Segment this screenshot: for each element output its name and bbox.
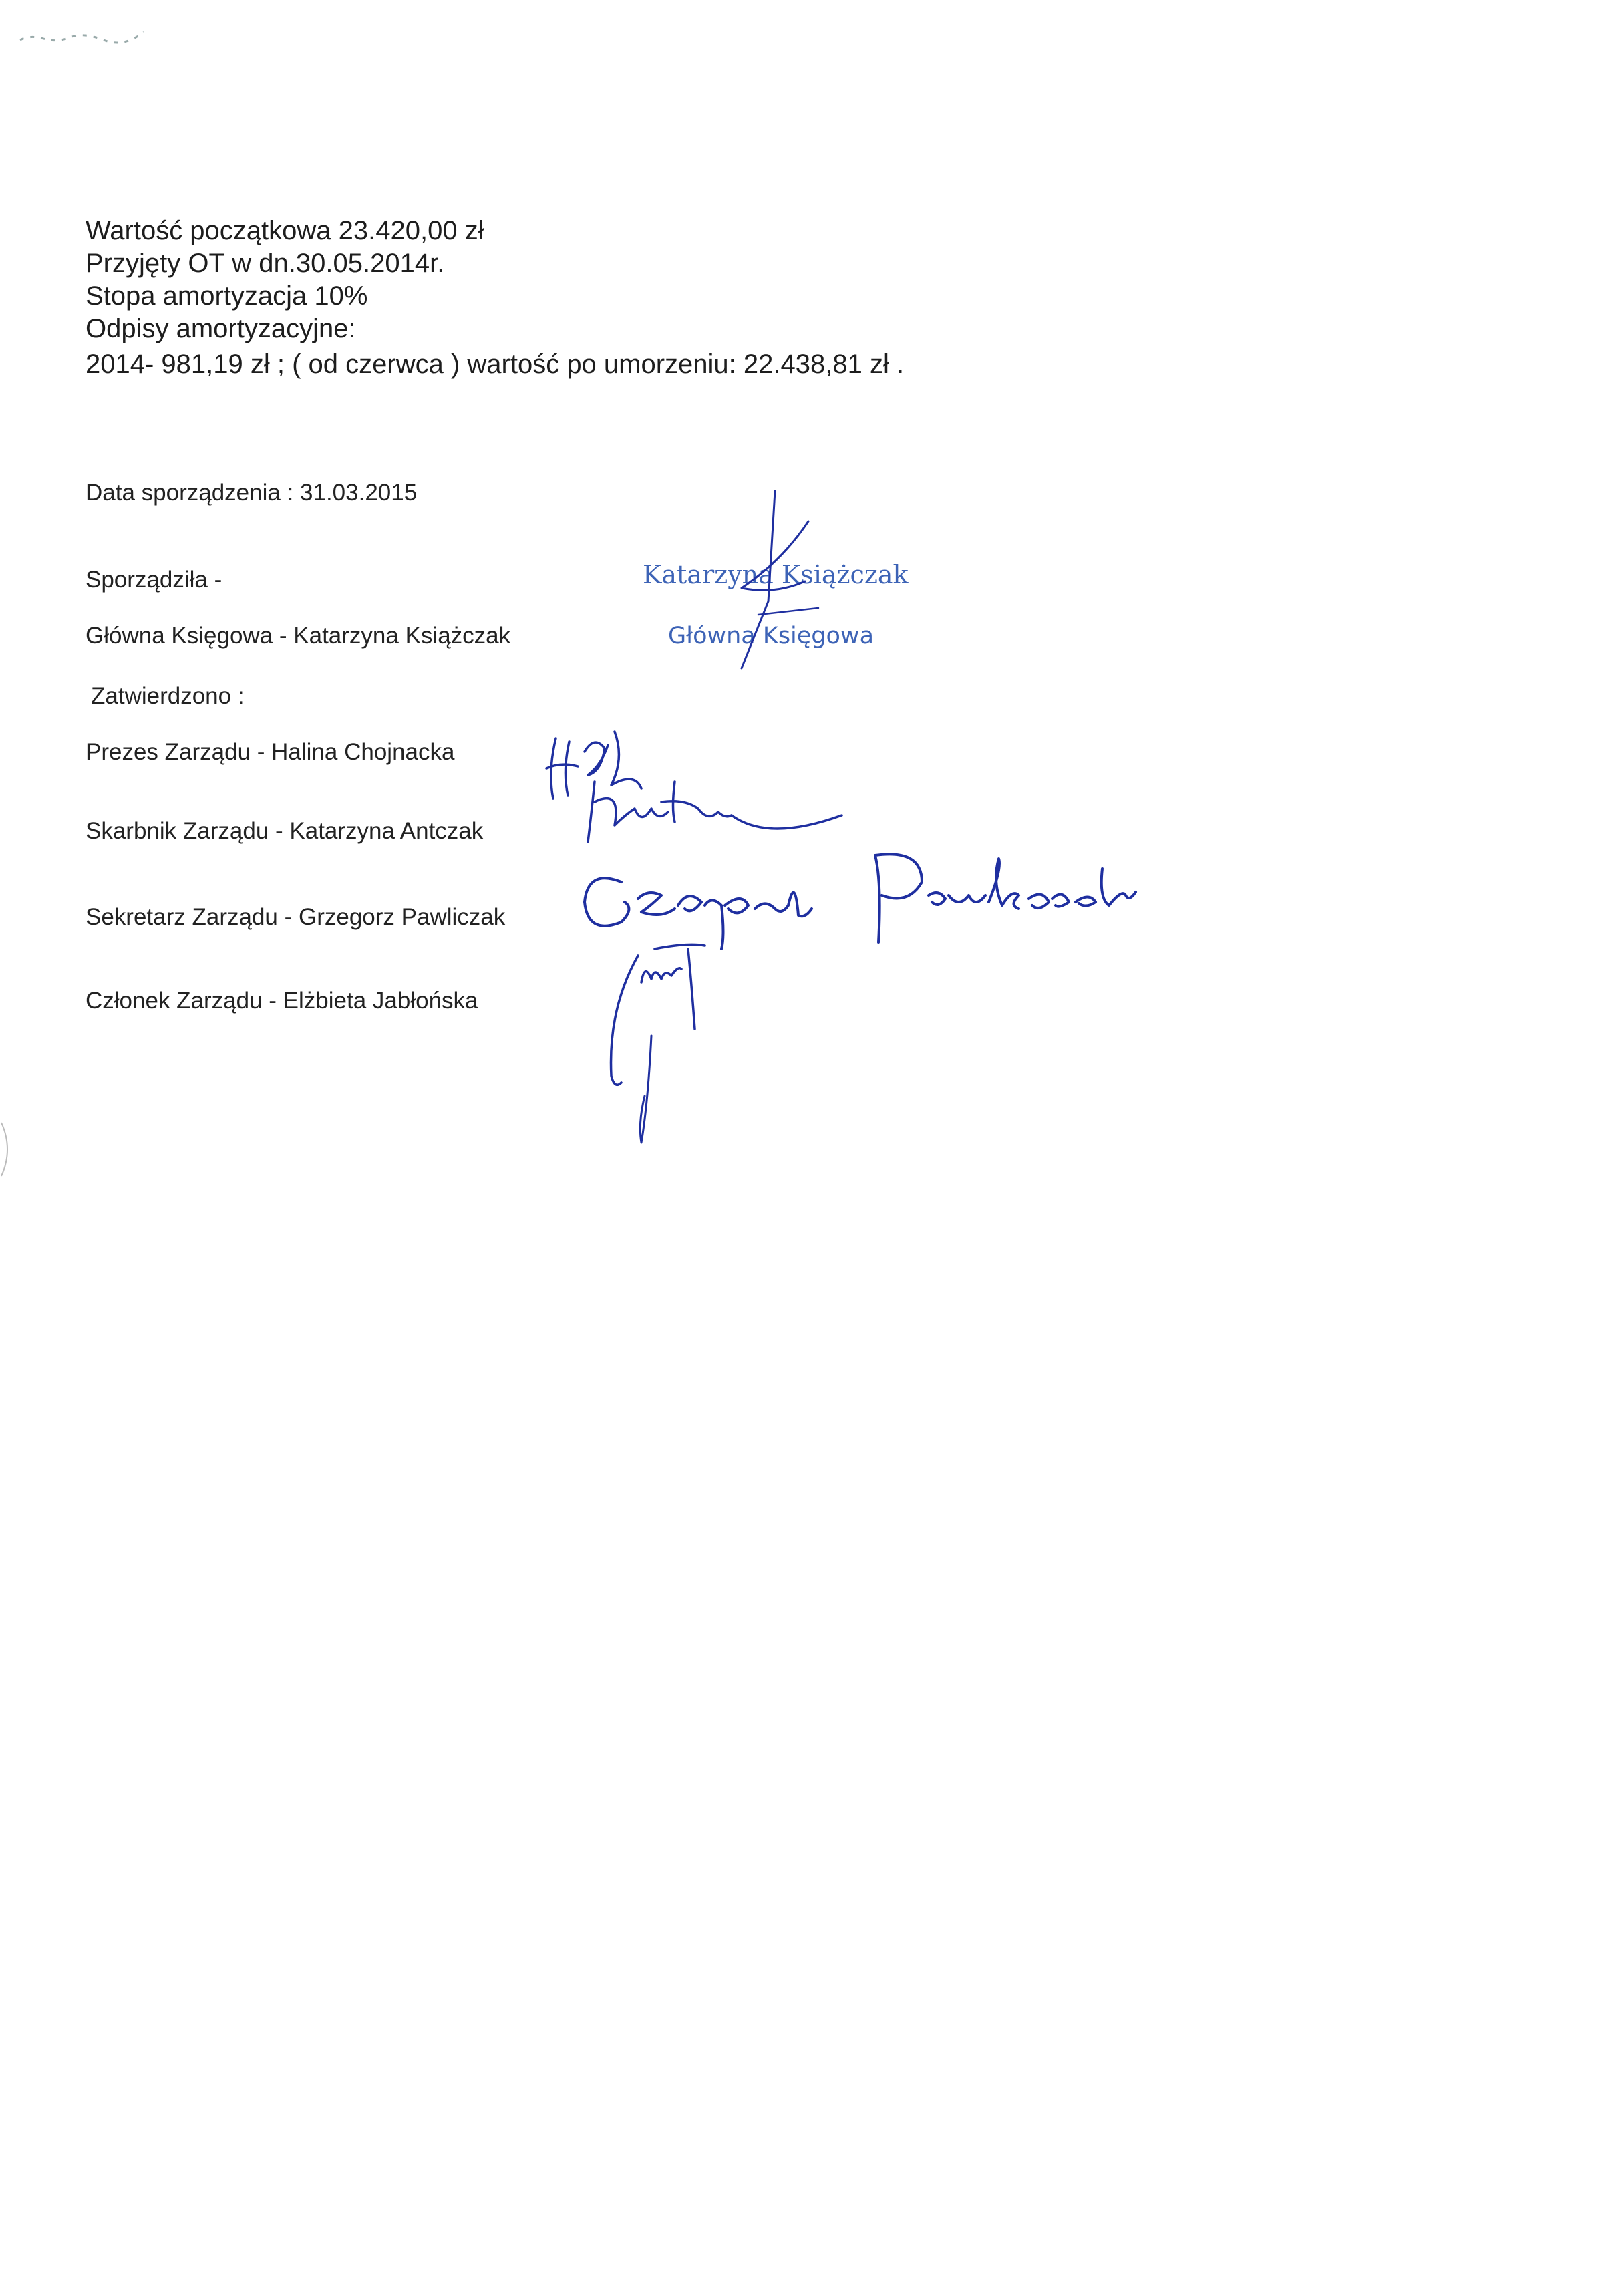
scan-edge-mark [0, 1116, 20, 1183]
board-secretary-line: Sekretarz Zarządu - Grzegorz Pawliczak [86, 904, 506, 930]
preparation-date: Data sporządzenia : 31.03.2015 [86, 480, 418, 506]
prepared-by-label: Sporządziła - [86, 567, 222, 593]
signature-chief-accountant [695, 481, 855, 682]
depreciation-heading: Odpisy amortyzacyjne: [86, 314, 356, 343]
depreciation-rate-line: Stopa amortyzacja 10% [86, 281, 368, 311]
scan-mark [17, 20, 150, 47]
depreciation-summary-line: 2014- 981,19 zł ; ( od czerwca ) wartość po umorzeniu: 22.438,81 zł . [86, 349, 905, 379]
board-member-line: Członek Zarządu - Elżbieta Jabłońska [86, 988, 478, 1014]
signature-treasurer [575, 762, 855, 855]
stamp-name: Katarzyna Książczak [643, 560, 909, 589]
chief-accountant-line: Główna Księgowa - Katarzyna Książczak [86, 623, 511, 649]
board-president-line: Prezes Zarządu - Halina Chojnacka [86, 739, 455, 765]
accepted-ot-line: Przyjęty OT w dn.30.05.2014r. [86, 249, 445, 278]
stamp-title: Główna Księgowa [668, 623, 874, 650]
approved-label: Zatwierdzono : [91, 683, 245, 709]
signature-board-member [588, 929, 721, 1156]
board-treasurer-line: Skarbnik Zarządu - Katarzyna Antczak [86, 818, 484, 844]
initial-value-line: Wartość początkowa 23.420,00 zł [86, 216, 484, 245]
